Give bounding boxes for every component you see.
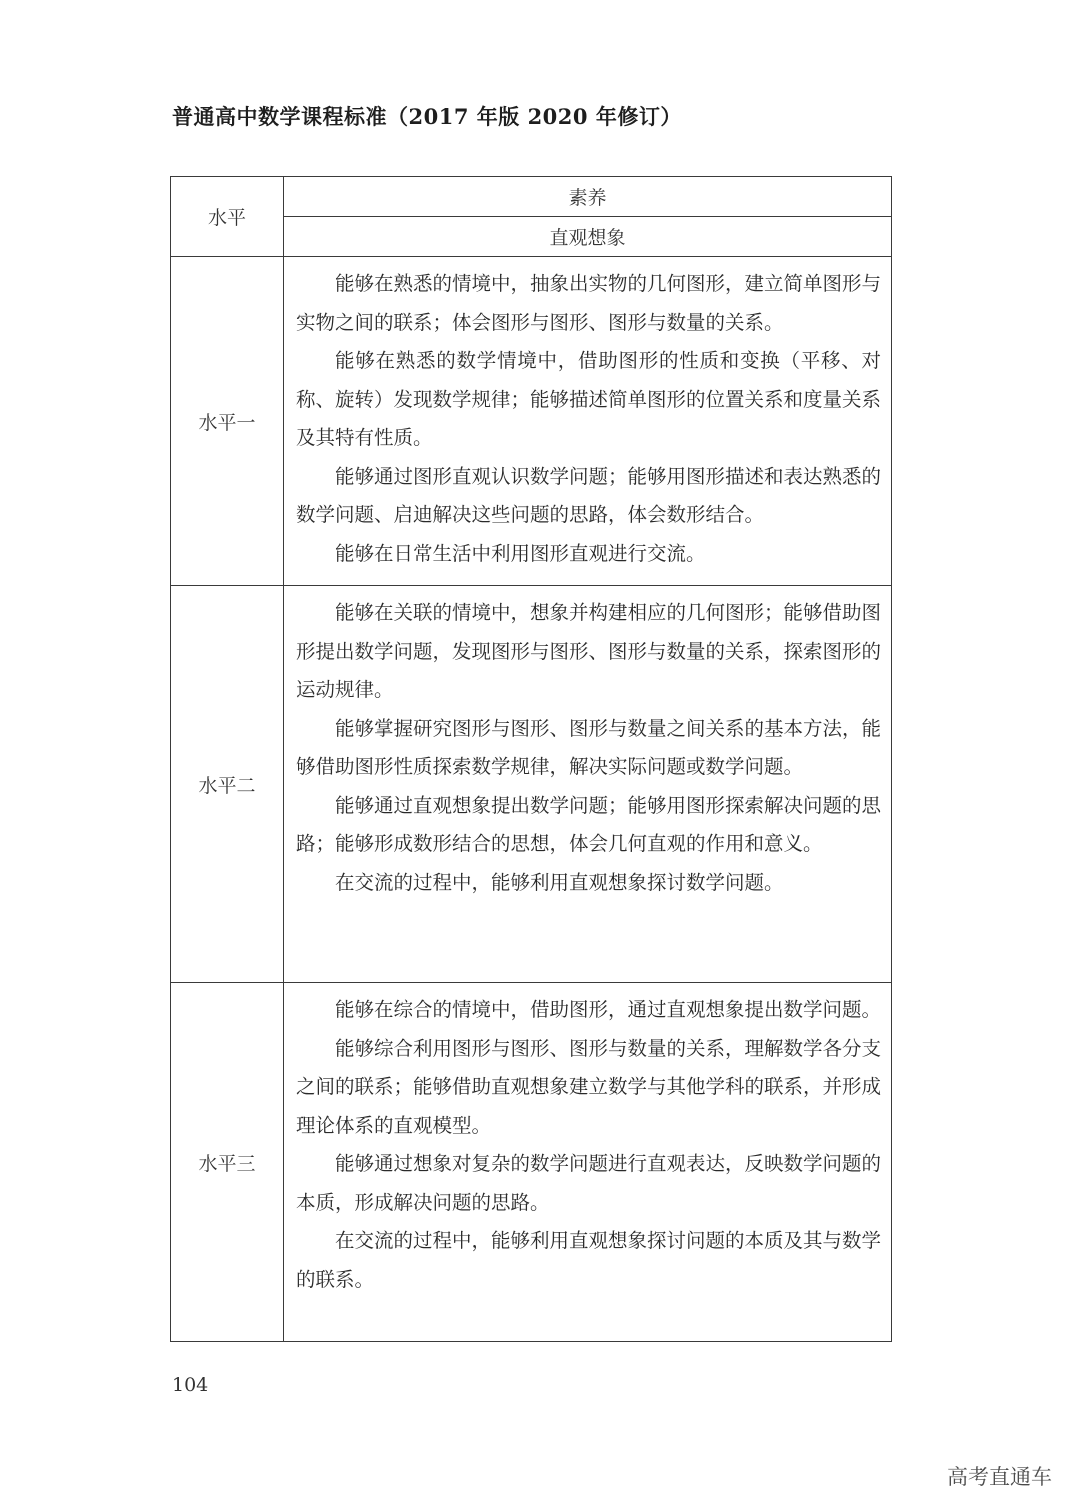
literacy-group-header: 素养 xyxy=(284,177,892,217)
table-row xyxy=(171,983,892,1342)
description-paragraph: 能够通过想象对复杂的数学问题进行直观表达，反映数学问题的本质，形成解决问题的思路。 xyxy=(296,1152,882,1214)
watermark-text: 高考直通车 xyxy=(947,1465,1052,1489)
level-description xyxy=(284,983,892,1342)
description-paragraph: 能够在熟悉的数学情境中，借助图形的性质和变换（平移、对称、旋转）发现数学规律；能够描述简单图形的位置关系和度量关系及其特有性质。 xyxy=(296,349,882,449)
level-description xyxy=(284,257,892,586)
description-paragraph: 能够在关联的情境中，想象并构建相应的几何图形；能够借助图形提出数学问题，发现图形与图形、图形与数量的关系，探索图形的运动规律。 xyxy=(296,601,882,701)
description-paragraph: 能够通过图形直观认识数学问题；能够用图形描述和表达熟悉的数学问题、启迪解决这些问题的思路，体会数形结合。 xyxy=(296,464,882,526)
table-row xyxy=(171,257,892,586)
description-paragraph: 能够通过直观想象提出数学问题；能够用图形探索解决问题的思路；能够形成数形结合的思想，体会几何直观的作用和意义。 xyxy=(296,793,882,855)
description-paragraph: 能够综合利用图形与图形、图形与数量的关系，理解数学各分支之间的联系；能够借助直观想象建立数学与其他学科的联系，并形成理论体系的直观模型。 xyxy=(296,1036,882,1137)
page-header-title: 普通高中数学课程标准（2017 年版 2020 年修订） xyxy=(172,104,682,129)
description-paragraph: 能够在综合的情境中，借助图形，通过直观想象提出数学问题。 xyxy=(335,998,882,1021)
description-paragraph: 能够在熟悉的情境中，抽象出实物的几何图形，建立简单图形与实物之间的联系；体会图形与图形、图形与数量的关系。 xyxy=(296,272,882,334)
page-number: 104 xyxy=(172,1374,209,1396)
description-paragraph: 能够掌握研究图形与图形、图形与数量之间关系的基本方法，能够借助图形性质探索数学规律，解决实际问题或数学问题。 xyxy=(296,716,882,778)
level-label: 水平三 xyxy=(171,983,284,1342)
literacy-level-table xyxy=(170,176,892,1342)
literacy-subheader: 直观想象 xyxy=(284,217,892,257)
level-description xyxy=(284,586,892,983)
description-paragraph: 能够在日常生活中利用图形直观进行交流。 xyxy=(335,541,706,565)
level-label: 水平二 xyxy=(171,586,284,983)
table-row xyxy=(171,586,892,983)
description-paragraph: 在交流的过程中，能够利用直观想象探讨问题的本质及其与数学的联系。 xyxy=(296,1229,882,1291)
level-column-header: 水平 xyxy=(171,177,284,257)
description-paragraph: 在交流的过程中，能够利用直观想象探讨数学问题。 xyxy=(335,870,784,894)
level-label: 水平一 xyxy=(171,257,284,586)
